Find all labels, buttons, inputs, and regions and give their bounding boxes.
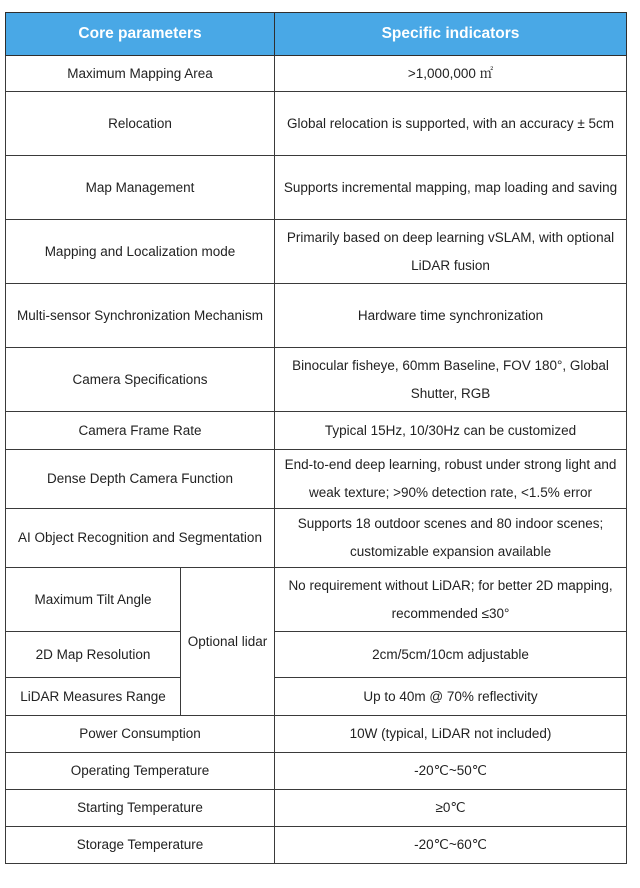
param-cell: Power Consumption bbox=[6, 716, 275, 753]
table-row bbox=[6, 827, 627, 864]
table-row bbox=[6, 568, 627, 632]
table-row bbox=[6, 450, 627, 509]
param-cell: 2D Map Resolution bbox=[6, 632, 181, 678]
param-cell: Maximum Mapping Area bbox=[6, 56, 275, 92]
header-specific-indicators: Specific indicators bbox=[275, 13, 627, 56]
value-cell: -20℃~60℃ bbox=[275, 827, 627, 864]
param-cell: Map Management bbox=[6, 156, 275, 220]
param-cell: Dense Depth Camera Function bbox=[6, 450, 275, 509]
value-cell: Supports 18 outdoor scenes and 80 indoor scenes; customizable expansion available bbox=[275, 509, 627, 568]
param-cell: Starting Temperature bbox=[6, 790, 275, 827]
param-cell: Relocation bbox=[6, 92, 275, 156]
param-cell: LiDAR Measures Range bbox=[6, 678, 181, 716]
value-cell: No requirement without LiDAR; for better 2D mapping, recommended ≤30° bbox=[275, 568, 627, 632]
param-cell: Mapping and Localization mode bbox=[6, 220, 275, 284]
param-cell: AI Object Recognition and Segmentation bbox=[6, 509, 275, 568]
table-row bbox=[6, 284, 627, 348]
value-cell: End-to-end deep learning, robust under strong light and weak texture; >90% detection rate, <1.5% error bbox=[275, 450, 627, 509]
header-row bbox=[6, 13, 627, 56]
optional-lidar-group-label: Optional lidar bbox=[181, 568, 275, 716]
table-row bbox=[6, 753, 627, 790]
table-row bbox=[6, 678, 627, 716]
table-row bbox=[6, 156, 627, 220]
table-row bbox=[6, 632, 627, 678]
value-cell: Global relocation is supported, with an accuracy ± 5cm bbox=[275, 92, 627, 156]
param-cell: Camera Frame Rate bbox=[6, 412, 275, 450]
value-cell: Binocular fisheye, 60mm Baseline, FOV 180°, Global Shutter, RGB bbox=[275, 348, 627, 412]
value-cell: Primarily based on deep learning vSLAM, with optional LiDAR fusion bbox=[275, 220, 627, 284]
table-row bbox=[6, 716, 627, 753]
table-row bbox=[6, 220, 627, 284]
table-row bbox=[6, 790, 627, 827]
param-cell: Camera Specifications bbox=[6, 348, 275, 412]
table-row bbox=[6, 412, 627, 450]
param-cell: Operating Temperature bbox=[6, 753, 275, 790]
value-cell: >1,000,000 ㎡ bbox=[275, 56, 627, 92]
param-cell: Maximum Tilt Angle bbox=[6, 568, 181, 632]
header-core-parameters: Core parameters bbox=[6, 13, 275, 56]
value-cell: Typical 15Hz, 10/30Hz can be customized bbox=[275, 412, 627, 450]
value-cell: 2cm/5cm/10cm adjustable bbox=[275, 632, 627, 678]
table-row bbox=[6, 56, 627, 92]
value-cell: Up to 40m @ 70% reflectivity bbox=[275, 678, 627, 716]
spec-table bbox=[5, 12, 627, 864]
value-cell: Supports incremental mapping, map loading and saving bbox=[275, 156, 627, 220]
param-cell: Multi-sensor Synchronization Mechanism bbox=[6, 284, 275, 348]
param-cell: Storage Temperature bbox=[6, 827, 275, 864]
value-cell: 10W (typical, LiDAR not included) bbox=[275, 716, 627, 753]
table-row bbox=[6, 348, 627, 412]
value-cell: Hardware time synchronization bbox=[275, 284, 627, 348]
value-cell: ≥0℃ bbox=[275, 790, 627, 827]
value-cell: -20℃~50℃ bbox=[275, 753, 627, 790]
table-row bbox=[6, 509, 627, 568]
table-row bbox=[6, 92, 627, 156]
